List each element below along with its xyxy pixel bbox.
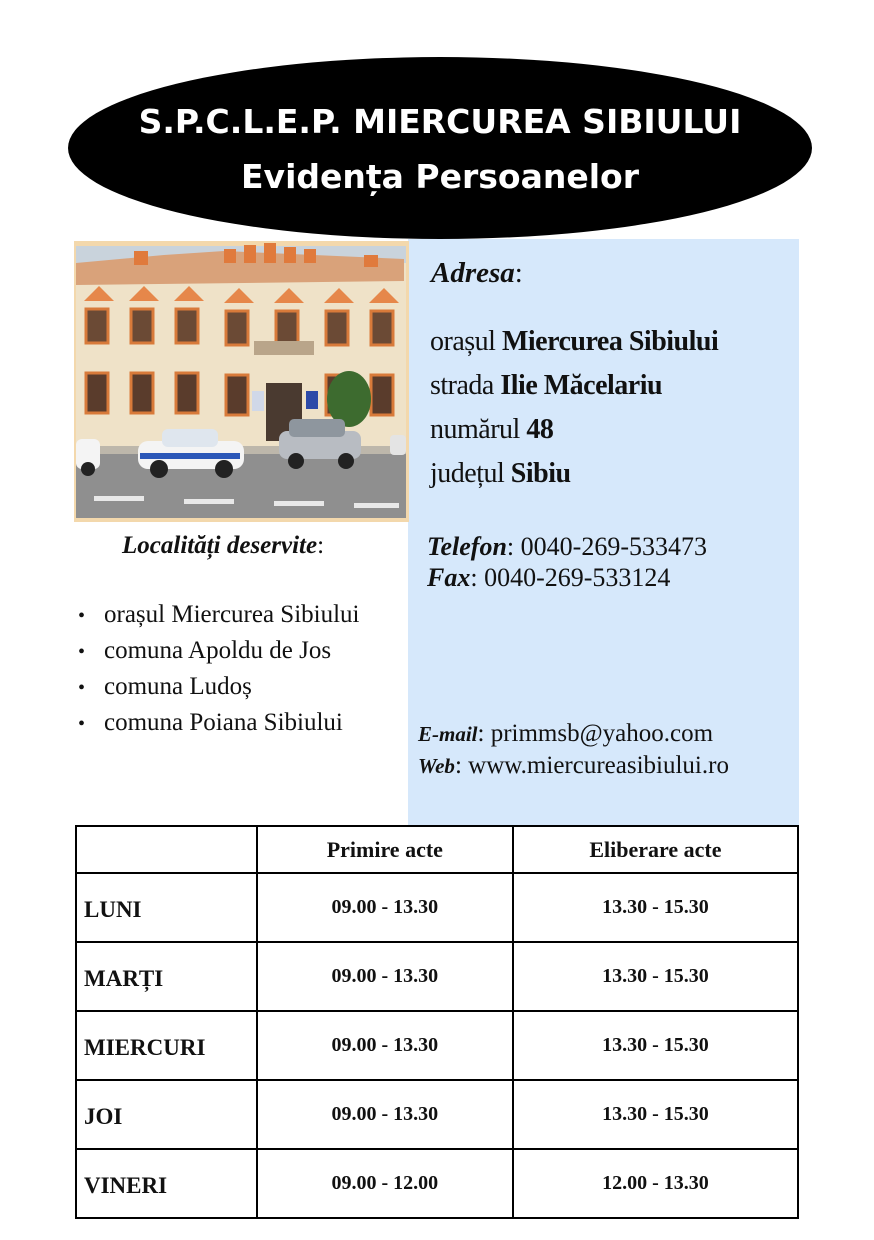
day-cell: VINERI <box>76 1149 257 1218</box>
primire-cell: 09.00 - 13.30 <box>257 873 513 942</box>
primire-cell: 09.00 - 13.30 <box>257 942 513 1011</box>
web-link[interactable]: www.miercureasibiului.ro <box>468 752 729 779</box>
phone-line: Telefon: 0040-269-533473 <box>427 532 707 561</box>
eliberare-cell: 13.30 - 15.30 <box>513 942 798 1011</box>
eliberare-cell: 13.30 - 15.30 <box>513 873 798 942</box>
address-city: orașul Miercurea Sibiului <box>430 326 719 357</box>
address-street: strada Ilie Măcelariu <box>430 370 663 401</box>
email-line: E-mail: primmsb@yahoo.com <box>418 720 714 747</box>
address-heading: Adresa: <box>431 257 523 289</box>
address-county: județul Sibiu <box>430 458 571 489</box>
table-row <box>76 873 798 942</box>
localities-heading: Localități deservite: <box>122 532 325 559</box>
eliberare-cell: 13.30 - 15.30 <box>513 1011 798 1080</box>
web-line: Web: www.miercureasibiului.ro <box>418 752 729 779</box>
building-photo <box>74 241 409 522</box>
table-row <box>76 1011 798 1080</box>
eliberare-cell: 12.00 - 13.30 <box>513 1149 798 1218</box>
table-header-row <box>76 826 798 873</box>
table-row <box>76 1080 798 1149</box>
header-eliberare: Eliberare acte <box>513 826 798 873</box>
day-cell: JOI <box>76 1080 257 1149</box>
day-cell: LUNI <box>76 873 257 942</box>
list-item: • orașul Miercurea Sibiului <box>78 601 360 628</box>
primire-cell: 09.00 - 13.30 <box>257 1080 513 1149</box>
header-primire: Primire acte <box>257 826 513 873</box>
email-link[interactable]: primmsb@yahoo.com <box>490 720 714 747</box>
primire-cell: 09.00 - 13.30 <box>257 1011 513 1080</box>
primire-cell: 09.00 - 12.00 <box>257 1149 513 1218</box>
header-empty <box>76 826 257 873</box>
fax-line: Fax: 0040-269-533124 <box>427 563 671 592</box>
header-oval <box>68 57 812 239</box>
list-item: • comuna Ludoș <box>78 673 252 700</box>
schedule-table <box>75 825 799 1219</box>
day-cell: MIERCURI <box>76 1011 257 1080</box>
table-row <box>76 942 798 1011</box>
list-item: • comuna Apoldu de Jos <box>78 637 332 664</box>
table-row <box>76 1149 798 1218</box>
day-cell: MARȚI <box>76 942 257 1011</box>
eliberare-cell: 13.30 - 15.30 <box>513 1080 798 1149</box>
page-title: S.P.C.L.E.P. MIERCUREA SIBIULUI <box>138 102 742 141</box>
localities-list <box>78 599 360 743</box>
address-number: numărul 48 <box>430 414 554 445</box>
page-subtitle: Evidența Persoanelor <box>241 157 639 196</box>
list-item: • comuna Poiana Sibiului <box>78 709 343 736</box>
